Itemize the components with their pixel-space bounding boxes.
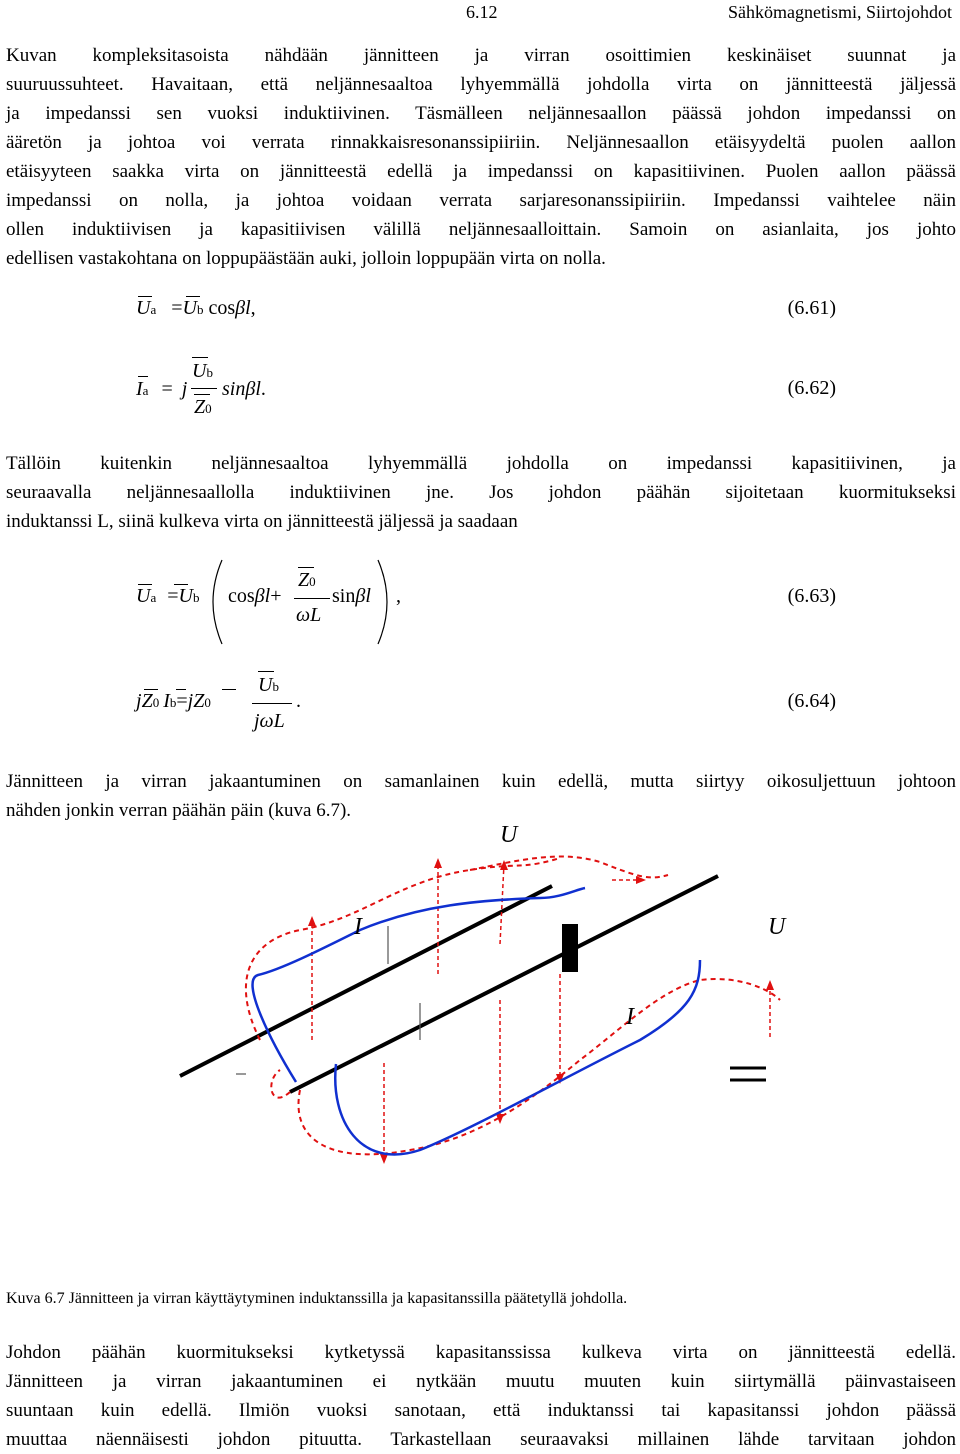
eq-symbol: I xyxy=(163,690,170,712)
transmission-line-upper xyxy=(180,886,552,1076)
label-current-left: I xyxy=(354,914,362,940)
eq-symbol: l xyxy=(365,585,371,607)
eq-symbol: U xyxy=(136,585,151,607)
eq-symbol: β xyxy=(245,378,256,400)
text-line: suuntaan kuin edellä. Ilmiön vuoksi sanotaan, että induktanssi tai kapasitanssi johdon päässä xyxy=(6,1400,956,1421)
eq-subscript: 0 xyxy=(309,574,316,589)
text-line: nähden jonkin verran päähän päin (kuva 6.7). xyxy=(6,800,352,821)
eq-subscript: b xyxy=(272,679,279,694)
text-line: Tällöin kuitenkin neljännesaaltoa lyhyemmällä johdolla on impedanssi kapasitiivinen, ja xyxy=(6,453,956,474)
eq-punct: , xyxy=(250,297,256,319)
eq-subscript: 0 xyxy=(205,401,212,416)
text-line: Johdon päähän kuormitukseksi kytketyssä kapasitanssissa kulkeva virta on jännitteestä edellä. xyxy=(6,1342,956,1363)
eq-function: sin xyxy=(222,378,246,400)
eq-symbol: ωL xyxy=(296,604,322,626)
eq-subscript: b xyxy=(169,695,177,710)
eq-subscript: a xyxy=(150,302,157,317)
text-line: etäisyyteen saakka virta on jännitteestä edellä ja impedanssi on kapasitiivinen. Puolen aallon päässä xyxy=(6,161,956,182)
eq-operator: = xyxy=(171,297,183,319)
text-line: Jännitteen ja virran jakaantuminen ei nytkään muutu muuten kuin siirtymällä päinvastaiseen xyxy=(6,1371,956,1392)
equation-number: (6.61) xyxy=(787,297,836,319)
eq-symbol: l xyxy=(245,297,251,319)
eq-operator: = xyxy=(167,585,179,607)
eq-symbol: U xyxy=(192,360,207,382)
eq-operator: + xyxy=(270,585,282,607)
label-current-right: I xyxy=(626,1004,634,1030)
eq-symbol: Z xyxy=(193,690,205,712)
voltage-arrowheads xyxy=(308,858,774,1164)
voltage-curve-lower-start xyxy=(271,1070,290,1098)
eq-symbol: Z xyxy=(298,569,310,591)
text-line: impedanssi on nolla, ja johtoa voidaan verrata sarjaresonanssipiiriin. Impedanssi vaihtelee näin xyxy=(6,190,956,211)
eq-symbol: β xyxy=(235,297,246,319)
eq-symbol: U xyxy=(258,674,273,696)
eq-symbol: l xyxy=(255,378,261,400)
eq-operator: = xyxy=(161,378,173,400)
paragraph-capacitance xyxy=(6,1338,956,1454)
text-line: suuruussuhteet. Havaitaan, että neljännesaaltoa lyhyemmällä johdolla virta on jännitteestä jäljessä xyxy=(6,74,956,95)
current-curve-upper xyxy=(253,898,540,1082)
current-curve-lower xyxy=(335,960,700,1154)
page-number: 6.12 xyxy=(466,2,498,22)
eq-symbol: U xyxy=(136,297,151,319)
eq-subscript: 0 xyxy=(152,695,160,710)
eq-symbol: j xyxy=(136,690,142,712)
text-line: Jännitteen ja virran jakaantuminen on samanlainen kuin edellä, mutta siirtyy oikosuljettuun johtoon xyxy=(6,771,956,792)
eq-function: cos xyxy=(208,297,236,319)
equation-number: (6.63) xyxy=(787,585,836,607)
voltage-curve-lower xyxy=(298,979,780,1154)
eq-symbol: U xyxy=(182,297,197,319)
eq-symbol: β xyxy=(254,585,265,607)
eq-symbol: U xyxy=(178,585,193,607)
text-line: ja impedanssi sen vuoksi induktiivinen. Täsmälleen neljännesaallon päässä johdon impedanssi on xyxy=(6,103,956,124)
eq-subscript: 0 xyxy=(204,695,211,710)
eq-symbol: Z xyxy=(194,396,206,418)
text-line: edellisen vastakohtana on loppupäästään auki, jolloin loppupään virta on nolla. xyxy=(6,248,606,269)
equation-number: (6.64) xyxy=(787,690,836,712)
eq-symbol: I xyxy=(136,378,143,400)
text-line: Kuvan kompleksitasoista nähdään jännitteen ja virran osoittimien keskinäiset suunnat ja xyxy=(6,45,956,66)
eq-subscript: b xyxy=(196,302,204,317)
inductor-symbol xyxy=(562,924,578,972)
eq-subscript: a xyxy=(142,383,149,398)
text-line: ääretön ja johtoa voi verrata rinnakkaisresonanssipiiriin. Neljännesaallon etäisyydeltä puolen aallon xyxy=(6,132,956,153)
eq-subscript: b xyxy=(192,590,200,605)
eq-subscript: a xyxy=(150,590,157,605)
eq-symbol: j xyxy=(181,378,188,400)
eq-symbol: l xyxy=(264,585,271,607)
eq-punct: , xyxy=(396,585,401,607)
eq-operator: = xyxy=(176,690,188,712)
text-line: muuttaa näennäisesti johdon pituutta. Tarkastellaan seuraavaksi millainen lähde tarvitaan johdon xyxy=(6,1429,956,1450)
eq-symbol: jωL xyxy=(254,710,285,732)
equation-number: (6.62) xyxy=(787,377,836,399)
eq-symbol: j xyxy=(187,690,194,712)
text-line: induktanssi L, siinä kulkeva virta on jännitteestä jäljessä ja saadaan xyxy=(6,511,518,532)
section-title: Sähkömagnetismi, Siirtojohdot xyxy=(728,2,952,22)
figure-caption: Kuva 6.7 Jännitteen ja virran käyttäytyminen induktanssilla ja kapasitanssilla päätetyllä johdolla. xyxy=(6,1290,628,1307)
eq-function: sin xyxy=(332,585,356,607)
voltage-phasors xyxy=(312,862,770,1160)
eq-subscript: b xyxy=(206,365,213,380)
text-line: ollen induktiivisen ja kapasitiivisen välillä neljännesaalloittain. Samoin on asianlaita, jos johto xyxy=(6,219,956,240)
eq-function: cos xyxy=(228,585,255,607)
eq-symbol: Z xyxy=(141,690,153,712)
label-voltage-right: U xyxy=(768,914,786,940)
text-line: seuraavalla neljännesaallolla induktiivinen jne. Jos johdon päähän sijoitetaan kuormitukseksi xyxy=(6,482,956,503)
voltage-curve-upper xyxy=(246,858,560,1040)
label-voltage-top: U xyxy=(500,822,518,848)
eq-punct: . xyxy=(296,690,301,712)
eq-punct: . xyxy=(260,378,266,400)
eq-symbol: β xyxy=(355,585,366,607)
